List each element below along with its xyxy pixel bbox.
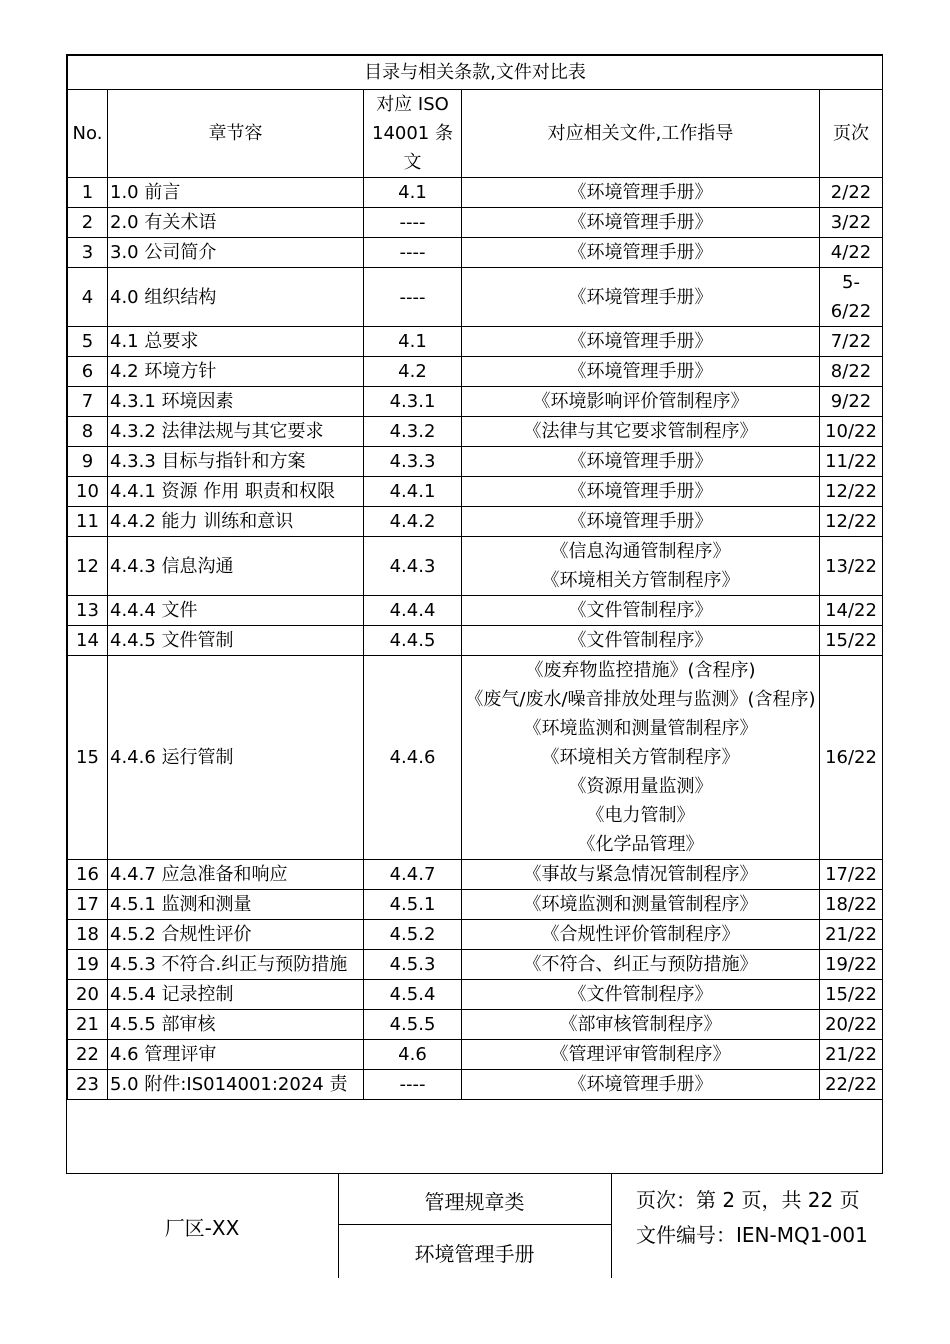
row-page: 16/22 xyxy=(820,656,883,860)
row-document: 《环境管理手册》 xyxy=(568,212,713,233)
document-footer xyxy=(66,1173,883,1278)
row-number: 5 xyxy=(68,327,108,357)
row-number: 12 xyxy=(68,537,108,596)
row-iso-clause: 4.4.2 xyxy=(364,507,462,537)
table-row xyxy=(68,417,883,447)
row-page: 2/22 xyxy=(820,178,883,208)
row-iso-clause: 4.3.3 xyxy=(364,447,462,477)
contents-table xyxy=(67,55,883,1100)
row-page: 18/22 xyxy=(820,890,883,920)
row-chapter: 4.1 总要求 xyxy=(108,327,364,357)
row-document: 《环境监测和测量管制程序》 xyxy=(523,894,758,915)
header-iso-line: 文 xyxy=(403,152,422,173)
row-document: 《文件管制程序》 xyxy=(568,630,713,651)
row-chapter: 4.5.1 监测和测量 xyxy=(108,890,364,920)
row-document: 《废气/废水/噪音排放处理与监测》(含程序) xyxy=(465,689,816,710)
row-document: 《环境管理手册》 xyxy=(568,481,713,502)
row-iso-clause: 4.3.2 xyxy=(364,417,462,447)
header-iso-line: 14001 条 xyxy=(372,123,453,144)
row-chapter: 4.4.4 文件 xyxy=(108,596,364,626)
table-row xyxy=(68,208,883,238)
row-number: 3 xyxy=(68,238,108,268)
row-number: 19 xyxy=(68,950,108,980)
row-chapter: 4.5.3 不符合.纠正与预防措施 xyxy=(108,950,364,980)
row-chapter: 4.0 组织结构 xyxy=(108,268,364,327)
row-iso-clause: 4.4.6 xyxy=(364,656,462,860)
row-documents xyxy=(462,950,820,980)
row-iso-clause: ---- xyxy=(364,238,462,268)
row-chapter: 4.4.2 能力 训练和意识 xyxy=(108,507,364,537)
header-iso xyxy=(364,90,462,178)
row-document: 《文件管制程序》 xyxy=(568,984,713,1005)
row-documents xyxy=(462,596,820,626)
row-document: 《文件管制程序》 xyxy=(568,600,713,621)
row-documents xyxy=(462,1070,820,1100)
row-documents xyxy=(462,507,820,537)
table-row xyxy=(68,890,883,920)
row-document: 《环境相关方管制程序》 xyxy=(541,570,740,591)
row-document: 《信息沟通管制程序》 xyxy=(550,541,731,562)
row-number: 4 xyxy=(68,268,108,327)
row-documents xyxy=(462,387,820,417)
row-documents xyxy=(462,537,820,596)
row-document: 《法律与其它要求管制程序》 xyxy=(523,421,758,442)
row-number: 21 xyxy=(68,1010,108,1040)
table-row xyxy=(68,537,883,596)
row-chapter: 4.4.3 信息沟通 xyxy=(108,537,364,596)
row-documents xyxy=(462,1010,820,1040)
header-page: 页次 xyxy=(820,90,883,178)
header-iso-line: 对应 ISO xyxy=(376,94,449,115)
table-row xyxy=(68,596,883,626)
row-document: 《管理评审管制程序》 xyxy=(550,1044,731,1065)
row-number: 23 xyxy=(68,1070,108,1100)
row-documents xyxy=(462,417,820,447)
row-chapter: 4.4.5 文件管制 xyxy=(108,626,364,656)
row-iso-clause: ---- xyxy=(364,268,462,327)
header-no: No. xyxy=(68,90,108,178)
row-iso-clause: 4.2 xyxy=(364,357,462,387)
row-chapter: 4.6 管理评审 xyxy=(108,1040,364,1070)
row-documents xyxy=(462,1040,820,1070)
row-documents xyxy=(462,626,820,656)
row-chapter: 4.3.1 环境因素 xyxy=(108,387,364,417)
header-docs: 对应相关文件,工作指导 xyxy=(462,90,820,178)
row-chapter: 2.0 有关术语 xyxy=(108,208,364,238)
row-document: 《环境相关方管制程序》 xyxy=(541,747,740,768)
row-documents xyxy=(462,890,820,920)
table-row xyxy=(68,1010,883,1040)
table-row xyxy=(68,327,883,357)
row-iso-clause: 4.1 xyxy=(364,327,462,357)
table-row xyxy=(68,477,883,507)
row-chapter: 3.0 公司简介 xyxy=(108,238,364,268)
row-iso-clause: 4.4.7 xyxy=(364,860,462,890)
table-row xyxy=(68,980,883,1010)
row-number: 22 xyxy=(68,1040,108,1070)
row-page: 12/22 xyxy=(820,507,883,537)
row-documents xyxy=(462,238,820,268)
row-documents xyxy=(462,357,820,387)
row-chapter: 1.0 前言 xyxy=(108,178,364,208)
row-iso-clause: 4.4.3 xyxy=(364,537,462,596)
row-page: 3/22 xyxy=(820,208,883,238)
row-number: 1 xyxy=(68,178,108,208)
row-iso-clause: ---- xyxy=(364,1070,462,1100)
row-number: 7 xyxy=(68,387,108,417)
row-documents xyxy=(462,920,820,950)
row-document: 《资源用量监测》 xyxy=(568,776,713,797)
table-row xyxy=(68,656,883,860)
row-chapter: 4.2 环境方针 xyxy=(108,357,364,387)
row-page: 9/22 xyxy=(820,387,883,417)
table-row xyxy=(68,357,883,387)
table-row xyxy=(68,238,883,268)
table-row xyxy=(68,950,883,980)
row-number: 2 xyxy=(68,208,108,238)
row-page: 22/22 xyxy=(820,1070,883,1100)
row-page: 13/22 xyxy=(820,537,883,596)
row-page: 8/22 xyxy=(820,357,883,387)
row-chapter: 4.4.6 运行管制 xyxy=(108,656,364,860)
row-document: 《环境管理手册》 xyxy=(568,361,713,382)
row-document: 《环境监测和测量管制程序》 xyxy=(523,718,758,739)
row-document: 《环境管理手册》 xyxy=(568,451,713,472)
row-chapter: 4.3.3 目标与指针和方案 xyxy=(108,447,364,477)
row-number: 6 xyxy=(68,357,108,387)
row-document: 《环境影响评价管制程序》 xyxy=(532,391,749,412)
table-row xyxy=(68,507,883,537)
row-page: 11/22 xyxy=(820,447,883,477)
footer-page-info: 页次：第 2 页，共 22 页 xyxy=(636,1188,860,1212)
row-documents xyxy=(462,178,820,208)
footer-manual: 环境管理手册 xyxy=(414,1242,535,1266)
row-iso-clause: 4.6 xyxy=(364,1040,462,1070)
row-document: 《环境管理手册》 xyxy=(568,242,713,263)
row-number: 8 xyxy=(68,417,108,447)
row-page: 15/22 xyxy=(820,980,883,1010)
table-title-row xyxy=(68,56,883,90)
row-document: 《不符合、纠正与预防措施》 xyxy=(523,954,758,975)
row-iso-clause: 4.5.2 xyxy=(364,920,462,950)
table-title: 目录与相关条款,文件对比表 xyxy=(68,56,883,90)
row-iso-clause: 4.5.4 xyxy=(364,980,462,1010)
row-iso-clause: 4.5.3 xyxy=(364,950,462,980)
row-iso-clause: 4.5.1 xyxy=(364,890,462,920)
footer-category: 管理规章类 xyxy=(424,1190,525,1214)
row-document: 《环境管理手册》 xyxy=(568,286,713,308)
table-row xyxy=(68,626,883,656)
footer-factory: 厂区-XX xyxy=(164,1216,240,1240)
row-page: 5-6/22 xyxy=(820,268,883,327)
row-number: 14 xyxy=(68,626,108,656)
row-number: 16 xyxy=(68,860,108,890)
row-chapter: 4.3.2 法律法规与其它要求 xyxy=(108,417,364,447)
row-iso-clause: 4.5.5 xyxy=(364,1010,462,1040)
table-row xyxy=(68,860,883,890)
row-document: 《部审核管制程序》 xyxy=(559,1014,722,1035)
row-documents xyxy=(462,656,820,860)
row-iso-clause: 4.4.5 xyxy=(364,626,462,656)
row-chapter: 4.5.5 部审核 xyxy=(108,1010,364,1040)
row-number: 11 xyxy=(68,507,108,537)
row-page: 10/22 xyxy=(820,417,883,447)
row-chapter: 4.4.7 应急准备和响应 xyxy=(108,860,364,890)
table-row xyxy=(68,178,883,208)
table-row xyxy=(68,1040,883,1070)
row-number: 20 xyxy=(68,980,108,1010)
table-row xyxy=(68,447,883,477)
row-documents xyxy=(462,208,820,238)
row-chapter: 4.4.1 资源 作用 职责和权限 xyxy=(108,477,364,507)
table-row xyxy=(68,387,883,417)
row-documents xyxy=(462,860,820,890)
row-page: 21/22 xyxy=(820,1040,883,1070)
row-number: 9 xyxy=(68,447,108,477)
row-iso-clause: 4.3.1 xyxy=(364,387,462,417)
table-header-row xyxy=(68,90,883,178)
row-number: 15 xyxy=(68,656,108,860)
row-chapter: 4.5.4 记录控制 xyxy=(108,980,364,1010)
row-document: 《环境管理手册》 xyxy=(568,511,713,532)
row-number: 18 xyxy=(68,920,108,950)
row-documents xyxy=(462,327,820,357)
row-number: 10 xyxy=(68,477,108,507)
row-document: 《事故与紧急情况管制程序》 xyxy=(523,864,758,885)
row-page: 21/22 xyxy=(820,920,883,950)
row-chapter: 5.0 附件:IS014001:2024 责 xyxy=(108,1070,364,1100)
row-page: 20/22 xyxy=(820,1010,883,1040)
table-row xyxy=(68,1070,883,1100)
row-iso-clause: 4.1 xyxy=(364,178,462,208)
row-iso-clause: 4.4.4 xyxy=(364,596,462,626)
row-document: 《合规性评价管制程序》 xyxy=(541,924,740,945)
row-document: 《电力管制》 xyxy=(586,805,695,826)
row-page: 15/22 xyxy=(820,626,883,656)
row-document: 《环境管理手册》 xyxy=(568,331,713,352)
row-number: 13 xyxy=(68,596,108,626)
table-row xyxy=(68,920,883,950)
footer-doc-number: 文件编号：IEN-MQ1-001 xyxy=(636,1223,868,1247)
row-page: 19/22 xyxy=(820,950,883,980)
row-page: 17/22 xyxy=(820,860,883,890)
row-document: 《环境管理手册》 xyxy=(568,182,713,203)
row-documents xyxy=(462,447,820,477)
table-row xyxy=(68,268,883,327)
row-iso-clause: ---- xyxy=(364,208,462,238)
row-document: 《环境管理手册》 xyxy=(568,1074,713,1095)
row-documents xyxy=(462,477,820,507)
row-page: 14/22 xyxy=(820,596,883,626)
row-page: 12/22 xyxy=(820,477,883,507)
row-chapter: 4.5.2 合规性评价 xyxy=(108,920,364,950)
row-iso-clause: 4.4.1 xyxy=(364,477,462,507)
row-page: 4/22 xyxy=(820,238,883,268)
header-chapter: 章节容 xyxy=(108,90,364,178)
row-documents xyxy=(462,268,820,327)
row-documents xyxy=(462,980,820,1010)
row-document: 《化学品管理》 xyxy=(577,834,704,855)
row-document: 《废弃物监控措施》(含程序) xyxy=(525,660,756,681)
row-number: 17 xyxy=(68,890,108,920)
row-page: 7/22 xyxy=(820,327,883,357)
